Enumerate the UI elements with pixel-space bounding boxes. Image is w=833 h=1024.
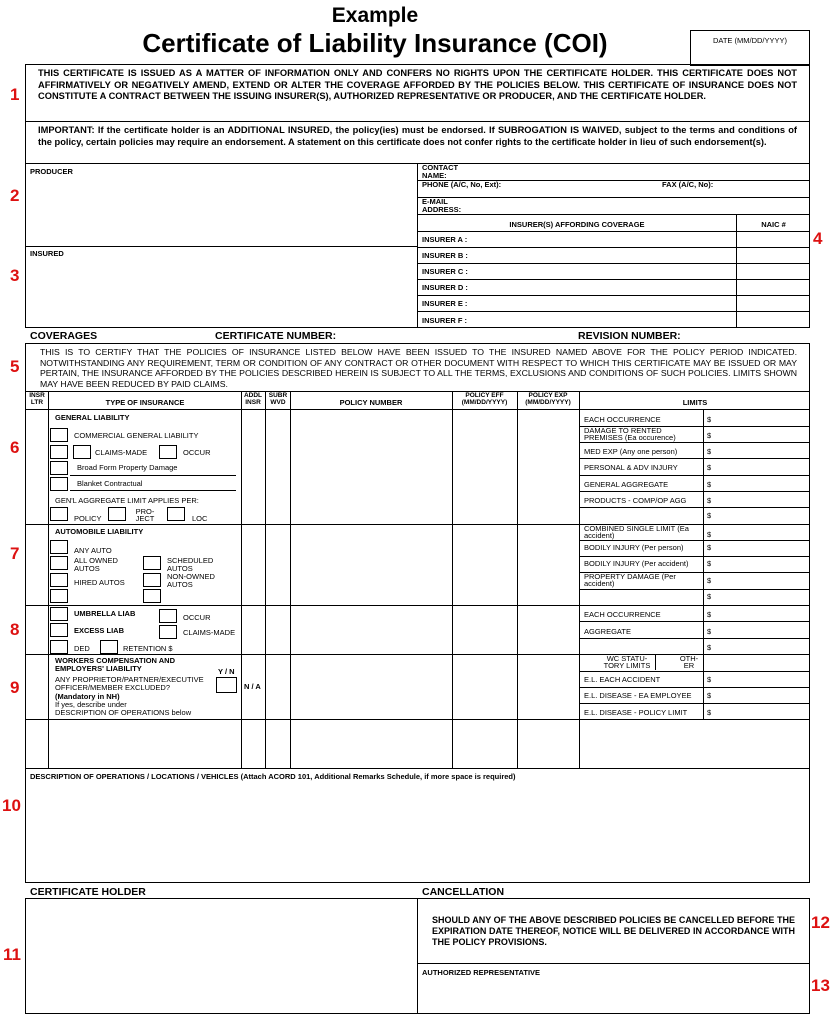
ded-label: DED: [74, 644, 90, 653]
marker-12: 12: [811, 913, 830, 932]
gl-title: GENERAL LIABILITY: [55, 413, 130, 422]
insurers-header: INSURER(S) AFFORDING COVERAGE: [509, 220, 645, 229]
wc-proprietor-label: ANY PROPRIETOR/PARTNER/EXECUTIVE OFFICER/MEMBER EXCLUDED?: [55, 675, 204, 692]
description-ops-field[interactable]: [28, 784, 806, 880]
col-type: TYPE OF INSURANCE: [105, 398, 185, 407]
col-policy-exp: POLICY EXP (MM/DD/YYYY): [525, 392, 571, 406]
fax-label: FAX (A/C, No):: [662, 180, 714, 189]
insurer-b[interactable]: INSURER B :: [422, 251, 468, 260]
certificate-notice-box: [25, 64, 810, 164]
umbrella-claims-label: CLAIMS-MADE: [183, 628, 236, 637]
dollar-sign[interactable]: $: [707, 559, 712, 568]
dollar-sign[interactable]: $: [707, 708, 712, 717]
marker-7: 7: [10, 544, 20, 563]
example-label: Example: [331, 4, 419, 27]
dollar-sign[interactable]: $: [707, 530, 712, 539]
wc-mandatory-label: (Mandatory in NH): [55, 692, 120, 701]
col-subr-wvd: SUBR WVD: [268, 392, 288, 406]
gl-occur-checkbox[interactable]: [159, 445, 177, 459]
insurer-a[interactable]: INSURER A :: [422, 235, 468, 244]
auto-nonowned-label: NON-OWNED AUTOS: [167, 572, 215, 589]
auto-scheduled-checkbox[interactable]: [143, 556, 161, 570]
marker-1: 1: [10, 85, 20, 104]
umbrella-occur-label: OCCUR: [183, 613, 211, 622]
auto-any-checkbox[interactable]: [50, 556, 68, 570]
umbrella-limit-each: EACH OCCURRENCE: [584, 610, 661, 619]
gl-policy-checkbox[interactable]: [50, 507, 68, 521]
gl-aggregate-applies-label: GEN'L AGGREGATE LIMIT APPLIES PER:: [55, 496, 199, 505]
naic-header: NAIC #: [761, 220, 786, 229]
auto-nonowned-checkbox[interactable]: [143, 573, 161, 587]
marker-13: 13: [811, 976, 830, 995]
gl-limit-med-exp: MED EXP (Any one person): [584, 447, 678, 456]
ded-checkbox[interactable]: [50, 640, 68, 654]
important-notice: IMPORTANT: If the certificate holder is an ADDITIONAL INSURED, the policy(ies) must be endorsed. If SUBROGATION IS WAIVED, subject to the terms and conditions of the policy, certain policies may require an endorsement. A statement on this certificate does not confer rights to the certificate holder in lieu of such endorsement(s).: [38, 125, 797, 147]
dollar-sign[interactable]: $: [707, 643, 712, 652]
gl-claims-made-checkbox[interactable]: [73, 445, 91, 459]
marker-9: 9: [10, 678, 20, 697]
dollar-sign[interactable]: $: [707, 627, 712, 636]
dollar-sign[interactable]: $: [707, 543, 712, 552]
col-policy-number: POLICY NUMBER: [339, 398, 403, 407]
excess-label: EXCESS LIAB: [74, 626, 125, 635]
cancellation-title: CANCELLATION: [422, 886, 505, 898]
certificate-number-label: CERTIFICATE NUMBER:: [215, 330, 337, 342]
dollar-sign[interactable]: $: [707, 431, 712, 440]
insurer-e[interactable]: INSURER E :: [422, 299, 468, 308]
auto-any-label: ANY AUTO: [74, 546, 112, 555]
description-ops-label: DESCRIPTION OF OPERATIONS / LOCATIONS / VEHICLES (Attach ACORD 101, Additional Remarks Schedule, if more space is required): [30, 772, 516, 781]
auto-all-owned-label: ALL OWNED AUTOS: [74, 556, 118, 573]
col-addl-insr: ADDL INSR: [243, 392, 263, 406]
umbrella-claims-checkbox[interactable]: [159, 625, 177, 639]
retention-label: RETENTION $: [123, 644, 173, 653]
auto-extra-checkbox-1[interactable]: [50, 589, 68, 603]
revision-number-label: REVISION NUMBER:: [578, 330, 681, 342]
marker-2: 2: [10, 186, 20, 205]
marker-6: 6: [10, 438, 20, 457]
gl-claims-checkbox[interactable]: [50, 445, 68, 459]
umbrella-occur-checkbox[interactable]: [159, 609, 177, 623]
insured-label: INSURED: [30, 249, 64, 258]
producer-field[interactable]: [28, 178, 414, 244]
authorized-rep-field[interactable]: [420, 979, 806, 1011]
gl-loc-checkbox[interactable]: [167, 507, 185, 521]
certify-text: THIS IS TO CERTIFY THAT THE POLICIES OF INSURANCE LISTED BELOW HAVE BEEN ISSUED TO THE INSURED NAMED ABOVE FOR THE POLICY PERIOD INDICATED. NOTWITHSTANDING ANY REQUIREMENT, TERM OR CONDITION OF ANY CONTRACT OR OTHER DOCUMENT WITH RESPECT TO WHICH THIS CERTIFICATE MAY BE ISSUED OR MAY PERTAIN, THE INSURANCE AFFORDED BY THE POLICIES DESCRIBED HEREIN IS SUBJECT TO ALL THE TERMS, EXCLUSIONS AND CONDITIONS OF SUCH POLICIES. LIMITS SHOWN MAY HAVE BEEN REDUCED BY PAID CLAIMS.: [40, 347, 797, 389]
coverages-title: COVERAGES: [30, 330, 98, 342]
auto-limit-csl: COMBINED SINGLE LIMIT (Ea accident): [584, 524, 689, 540]
wc-limit-each-accident: E.L. EACH ACCIDENT: [584, 675, 661, 684]
wc-limit-ea-employee: E.L. DISEASE - EA EMPLOYEE: [584, 691, 692, 700]
dollar-sign[interactable]: $: [707, 415, 712, 424]
email-label: E-MAIL ADDRESS:: [422, 197, 462, 214]
auto-extra-checkbox-2[interactable]: [143, 589, 161, 603]
phone-label: PHONE (A/C, No, Ext):: [422, 180, 502, 189]
parties-section: [25, 163, 810, 328]
dollar-sign[interactable]: $: [707, 447, 712, 456]
excess-checkbox[interactable]: [50, 623, 68, 637]
gl-commercial-label: COMMERCIAL GENERAL LIABILITY: [74, 431, 199, 440]
umbrella-checkbox[interactable]: [50, 607, 68, 621]
wc-yn-label: Y / N: [218, 667, 235, 676]
gl-blanket-label: Blanket Contractual: [77, 479, 143, 488]
wc-excluded-checkbox[interactable]: [216, 677, 237, 693]
auto-limit-property: PROPERTY DAMAGE (Per accident): [584, 572, 676, 588]
dollar-sign[interactable]: $: [707, 511, 712, 520]
auto-limit-bi-person: BODILY INJURY (Per person): [584, 543, 684, 552]
umbrella-limit-aggregate: AGGREGATE: [584, 627, 631, 636]
marker-8: 8: [10, 620, 20, 639]
gl-limit-products: PRODUCTS - COMP/OP AGG: [584, 496, 687, 505]
certificate-holder-box[interactable]: [25, 898, 418, 1014]
producer-label: PRODUCER: [30, 167, 73, 176]
auto-scheduled-label: SCHEDULED AUTOS: [167, 556, 214, 573]
auto-hired-checkbox[interactable]: [50, 573, 68, 587]
gl-loc-label: LOC: [192, 514, 208, 523]
gl-limit-damage-rented: DAMAGE TO RENTED PREMISES (Ea occurence): [584, 426, 676, 442]
wc-description-label: DESCRIPTION OF OPERATIONS below: [55, 708, 192, 717]
gl-commercial-checkbox[interactable]: [50, 428, 68, 442]
gl-occur-label: OCCUR: [183, 448, 211, 457]
wc-na-label: N / A: [244, 682, 261, 691]
insurer-d[interactable]: INSURER D :: [422, 283, 468, 292]
dollar-sign[interactable]: $: [707, 610, 712, 619]
gl-limit-personal-adv: PERSONAL & ADV INJURY: [584, 463, 678, 472]
umbrella-label: UMBRELLA LIAB: [74, 609, 136, 618]
marker-3: 3: [10, 266, 20, 285]
wc-limit-policy: E.L. DISEASE - POLICY LIMIT: [584, 708, 688, 717]
dollar-sign[interactable]: $: [707, 480, 712, 489]
col-policy-eff: POLICY EFF (MM/DD/YYYY): [461, 392, 508, 406]
wc-if-yes-label: If yes, describe under: [55, 700, 127, 709]
gl-blanket-checkbox[interactable]: [50, 477, 68, 491]
dollar-sign[interactable]: $: [707, 496, 712, 505]
wc-other-label: OTH- ER: [679, 654, 699, 670]
certificate-holder-title: CERTIFICATE HOLDER: [30, 886, 146, 898]
gl-project-label: PRO- JECT: [135, 507, 155, 523]
wc-statutory-label: WC STATU- TORY LIMITS: [603, 654, 651, 670]
date-field[interactable]: [690, 30, 810, 66]
contact-name-label: CONTACT NAME:: [422, 163, 459, 180]
marker-11: 11: [3, 945, 21, 964]
cancellation-box: [417, 898, 810, 1014]
dollar-sign[interactable]: $: [707, 592, 712, 601]
dollar-sign[interactable]: $: [707, 675, 712, 684]
gl-limit-each-occurrence: EACH OCCURRENCE: [584, 415, 661, 424]
auto-blank-checkbox[interactable]: [50, 540, 68, 554]
date-label: DATE (MM/DD/YYYY): [712, 36, 788, 45]
auto-limit-bi-accident: BODILY INJURY (Per accident): [584, 559, 689, 568]
gl-broad-checkbox[interactable]: [50, 461, 68, 475]
auto-title: AUTOMOBILE LIABILITY: [55, 527, 144, 536]
dollar-sign[interactable]: $: [707, 691, 712, 700]
wc-title: WORKERS COMPENSATION AND EMPLOYERS' LIABILITY: [55, 656, 175, 673]
marker-5: 5: [10, 357, 20, 376]
gl-claims-made-label: CLAIMS-MADE: [95, 448, 148, 457]
certificate-notice: THIS CERTIFICATE IS ISSUED AS A MATTER OF INFORMATION ONLY AND CONFERS NO RIGHTS UPON THE CERTIFICATE HOLDER. THIS CERTIFICATE DOES NOT AFFIRMATIVELY OR NEGATIVELY AMEND, EXTEND OR ALTER THE COVERAGE AFFORDED BY THE POLICIES BELOW. THIS CERTIFICATE OF INSURANCE DOES NOT CONSTITUTE A CONTRACT BETWEEN THE ISSUING INSURER(S), AUTHORIZED REPRESENTATIVE OR PRODUCER, AND THE CERTIFICATE HOLDER.: [38, 68, 797, 101]
col-insr-ltr: INSR LTR: [29, 392, 45, 406]
marker-4: 4: [813, 229, 823, 248]
cancellation-text: SHOULD ANY OF THE ABOVE DESCRIBED POLICIES BE CANCELLED BEFORE THE EXPIRATION DATE THEREOF, NOTICE WILL BE DELIVERED IN ACCORDANCE WITH THE POLICY PROVISIONS.: [432, 915, 795, 947]
gl-broad-form-label: Broad Form Property Damage: [77, 463, 178, 472]
auto-hired-label: HIRED AUTOS: [74, 578, 125, 587]
insured-field[interactable]: [28, 260, 414, 326]
dollar-sign[interactable]: $: [707, 576, 712, 585]
col-limits: LIMITS: [682, 398, 708, 407]
gl-project-checkbox[interactable]: [108, 507, 126, 521]
gl-limit-general-aggregate: GENERAL AGGREGATE: [584, 480, 669, 489]
authorized-rep-label: AUTHORIZED REPRESENTATIVE: [422, 968, 541, 977]
coverages-table: [25, 343, 810, 883]
insurer-c[interactable]: INSURER C :: [422, 267, 468, 276]
insurer-f[interactable]: INSURER F :: [422, 316, 467, 325]
retention-checkbox[interactable]: [100, 640, 118, 654]
page-title: Certificate of Liability Insurance (COI): [142, 28, 608, 58]
dollar-sign[interactable]: $: [707, 463, 712, 472]
marker-10: 10: [2, 796, 21, 815]
gl-policy-label: POLICY: [74, 514, 102, 523]
